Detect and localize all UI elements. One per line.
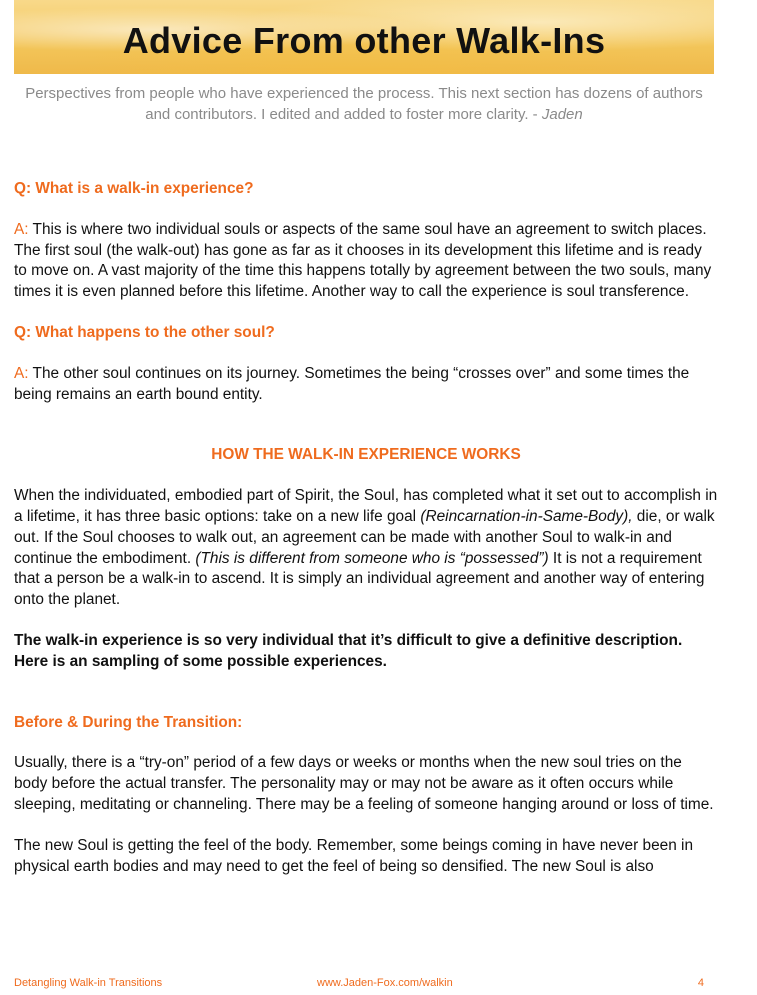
section-paragraph-3: The new Soul is getting the feel of the body. Remember, some beings coming in have never been in physical earth bodies and may need to get the feel of being so densified. The new Soul is also (14, 836, 694, 875)
header-banner (14, 0, 714, 74)
main-content (14, 179, 718, 897)
text-run: When the individuated, embodied part of Spirit, the Soul, has completed what it set out to accomplish in a lifetime, it has three basic options: take on a new life goal (14, 487, 718, 525)
answer-2 (14, 364, 718, 406)
text-run: die, or walk out. If the Soul chooses to walk out, an agreement can be made with another Soul to walk-in and continue the embodiment. (14, 507, 715, 567)
footer-title: Detangling Walk-in Transitions (14, 977, 163, 989)
page-number: 4 (697, 977, 704, 989)
text-run: It is not a requirement that a person be a walk-in to ascend. It is simply an individual agreement and another way of entering onto the planet. (14, 549, 705, 609)
question-2: Q: What happens to the other soul? (14, 323, 275, 341)
subtitle-author: Jaden (541, 106, 583, 123)
answer-1 (14, 220, 718, 303)
subheading: Before & During the Transition: (14, 713, 243, 731)
footer-url[interactable]: www.Jaden-Fox.com/walkin (317, 977, 453, 989)
italic-run: (Reincarnation-in-Same-Body), (420, 507, 633, 525)
section-paragraph-1 (14, 486, 718, 611)
answer-label: A: (14, 220, 29, 238)
section-heading: HOW THE WALK-IN EXPERIENCE WORKS (211, 446, 521, 464)
subtitle-text: Perspectives from people who have experienced the process. This next section has dozens of authors and contributors. I edited and added to foster more clarity. - (25, 85, 703, 123)
question-1: Q: What is a walk-in experience? (14, 180, 254, 197)
spacer (14, 693, 718, 713)
answer-text: The other soul continues on its journey. Sometimes the being “crosses over” and some times the being remains an earth bound entity. (14, 364, 690, 403)
bold-paragraph: The walk-in experience is so very individual that it’s difficult to give a definitive description. Here is an sampling of some possible experiences. (14, 631, 683, 670)
subtitle (14, 83, 714, 125)
section-paragraph-2: Usually, there is a “try-on” period of a few days or weeks or months when the new soul tries on the body before the actual transfer. The personality may or may not be aware as it often occurs while sleeping, meditating or channeling. There may be a feeling of someone hanging around or loss of time. (14, 754, 714, 813)
page-title: Advice From other Walk-Ins (122, 20, 606, 61)
spacer (14, 425, 718, 445)
italic-run: (This is different from someone who is “possessed”) (195, 549, 549, 567)
answer-label: A: (14, 364, 29, 382)
answer-text: This is where two individual souls or aspects of the same soul have an agreement to switch places. The first soul (the walk-out) has gone as far as it chooses in its development this lifetime and is ready to move on. A vast majority of the time this happens totally by agreement between the two souls, many times it is even planned before this lifetime. Another way to call the experience is soul transference. (14, 220, 712, 301)
